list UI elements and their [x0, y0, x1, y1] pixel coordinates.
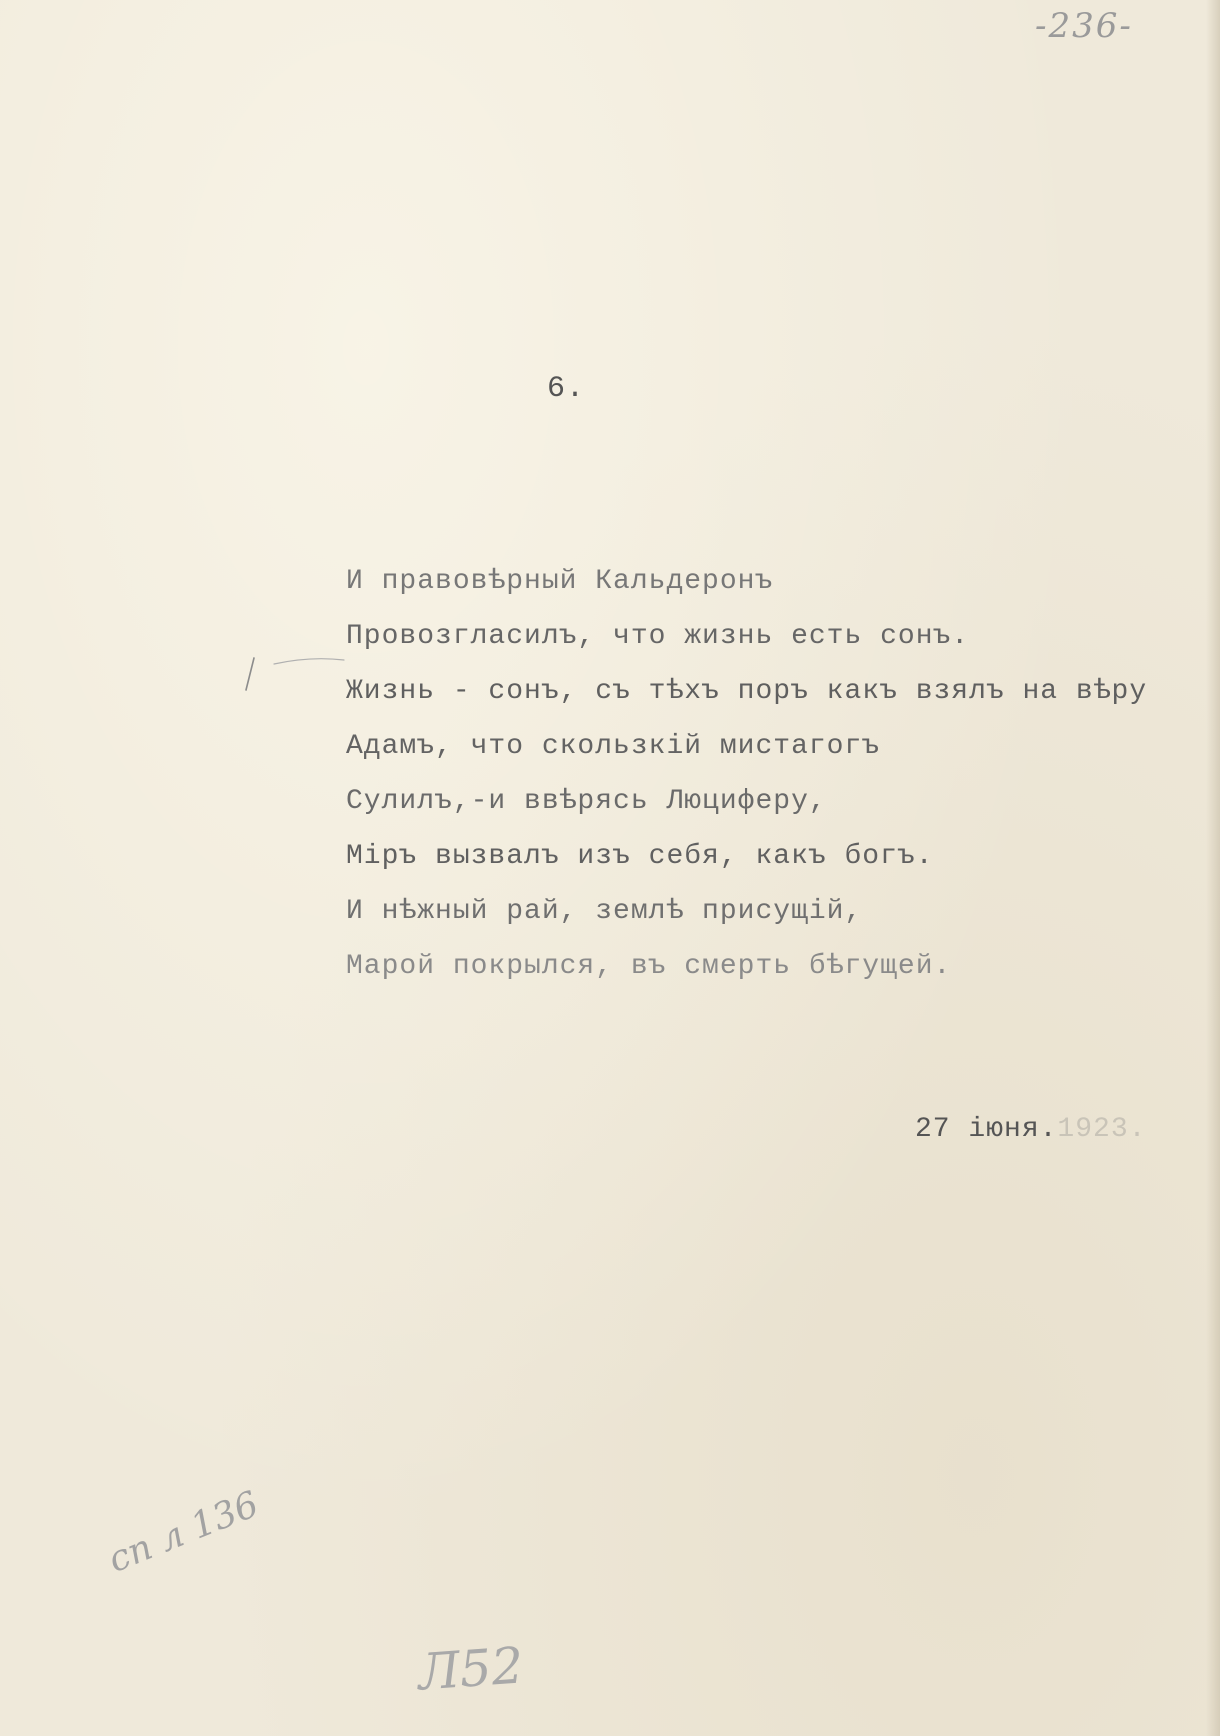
poem-line: Адамъ, что скользкій мистагогъ: [346, 731, 881, 762]
archive-number: -236-: [1035, 6, 1133, 46]
poem-body: [346, 554, 1148, 994]
poem-line: Жизнь - сонъ, съ тѣхъ поръ какъ взялъ на вѣру: [346, 676, 1148, 707]
poem-date: [915, 1114, 1146, 1145]
pencil-note-sheet: сп л 136: [102, 1483, 265, 1581]
paper-edge: [1206, 0, 1220, 1736]
poem-date-day: 27 іюня.: [915, 1114, 1058, 1145]
poem-date-year: 1923.: [1057, 1114, 1147, 1145]
poem-line: Міръ вызвалъ изъ себя, какъ богъ.: [346, 841, 934, 872]
poem-line: И нѣжный рай, землѣ присущій,: [346, 896, 863, 927]
pencil-note-bottom: Л52: [416, 1636, 526, 1702]
poem-line: Сулилъ,-и ввѣрясь Люциферу,: [346, 786, 827, 817]
poem-number: 6.: [547, 372, 586, 406]
poem-line: Марой покрылся, въ смерть бѣгущей.: [346, 951, 952, 982]
poem-line: И правовѣрный Кальдеронъ: [346, 566, 774, 597]
margin-pencil-mark: [240, 650, 360, 700]
poem-line: Провозгласилъ, что жизнь есть сонъ.: [346, 621, 970, 652]
